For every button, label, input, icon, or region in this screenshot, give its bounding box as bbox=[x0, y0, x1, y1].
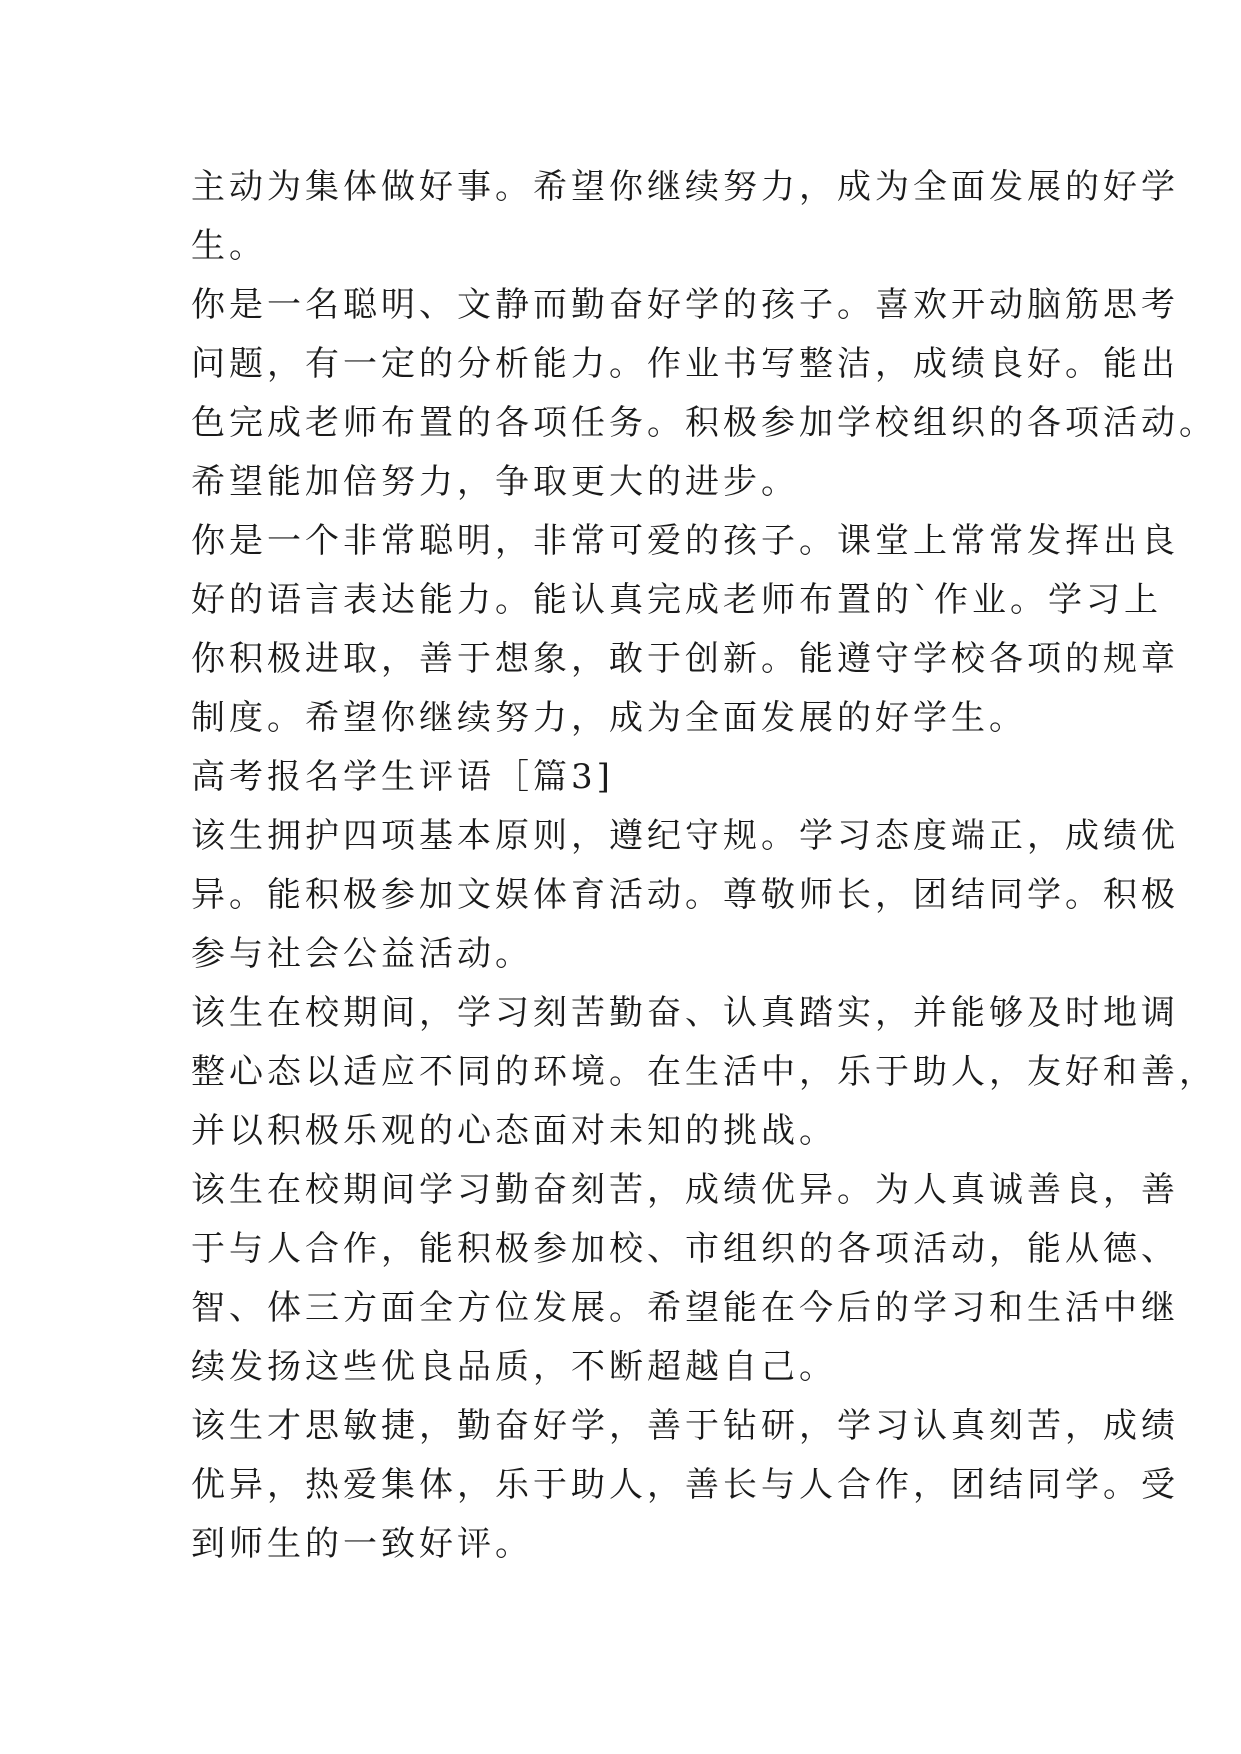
section-heading: 高考报名学生评语［篇3] bbox=[191, 757, 614, 797]
text-line: 并以积极乐观的心态面对未知的挑战。 bbox=[191, 1111, 837, 1151]
text-line: 该生在校期间学习勤奋刻苦，成绩优异。为人真诚善良，善 bbox=[191, 1170, 1179, 1210]
text-line: 希望能加倍努力，争取更大的进步。 bbox=[191, 462, 799, 502]
text-line: 该生才思敏捷，勤奋好学，善于钻研，学习认真刻苦，成绩 bbox=[191, 1406, 1179, 1446]
text-line: 到师生的一致好评。 bbox=[191, 1524, 533, 1564]
text-line: 主动为集体做好事。希望你继续努力，成为全面发展的好学 bbox=[191, 167, 1179, 207]
text-line: 续发扬这些优良品质，不断超越自己。 bbox=[191, 1347, 837, 1387]
text-line: 异。能积极参加文娱体育活动。尊敬师长，团结同学。积极 bbox=[191, 875, 1179, 915]
text-line: 生。 bbox=[191, 226, 267, 266]
text-line: 参与社会公益活动。 bbox=[191, 934, 533, 974]
text-line: 智、体三方面全方位发展。希望能在今后的学习和生活中继 bbox=[191, 1288, 1179, 1328]
text-line: 于与人合作，能积极参加校、市组织的各项活动，能从德、 bbox=[191, 1229, 1179, 1269]
text-line: 问题，有一定的分析能力。作业书写整洁，成绩良好。能出 bbox=[191, 344, 1179, 384]
text-line: 制度。希望你继续努力，成为全面发展的好学生。 bbox=[191, 698, 1027, 738]
text-line: 色完成老师布置的各项任务。积极参加学校组织的各项活动。 bbox=[191, 403, 1217, 443]
text-line: 你是一个非常聪明，非常可爱的孩子。课堂上常常发挥出良 bbox=[191, 521, 1179, 561]
text-line: 该生拥护四项基本原则，遵纪守规。学习态度端正，成绩优 bbox=[191, 816, 1179, 856]
text-line: 该生在校期间，学习刻苦勤奋、认真踏实，并能够及时地调 bbox=[191, 993, 1179, 1033]
text-line: 整心态以适应不同的环境。在生活中，乐于助人，友好和善， bbox=[191, 1052, 1217, 1092]
text-line: 你积极进取，善于想象，敢于创新。能遵守学校各项的规章 bbox=[191, 639, 1179, 679]
text-line: 优异，热爱集体，乐于助人，善长与人合作，团结同学。受 bbox=[191, 1465, 1179, 1505]
text-line: 好的语言表达能力。能认真完成老师布置的`作业。学习上 bbox=[191, 580, 1162, 620]
text-line: 你是一名聪明、文静而勤奋好学的孩子。喜欢开动脑筋思考 bbox=[191, 285, 1179, 325]
document-body bbox=[191, 158, 1217, 1574]
